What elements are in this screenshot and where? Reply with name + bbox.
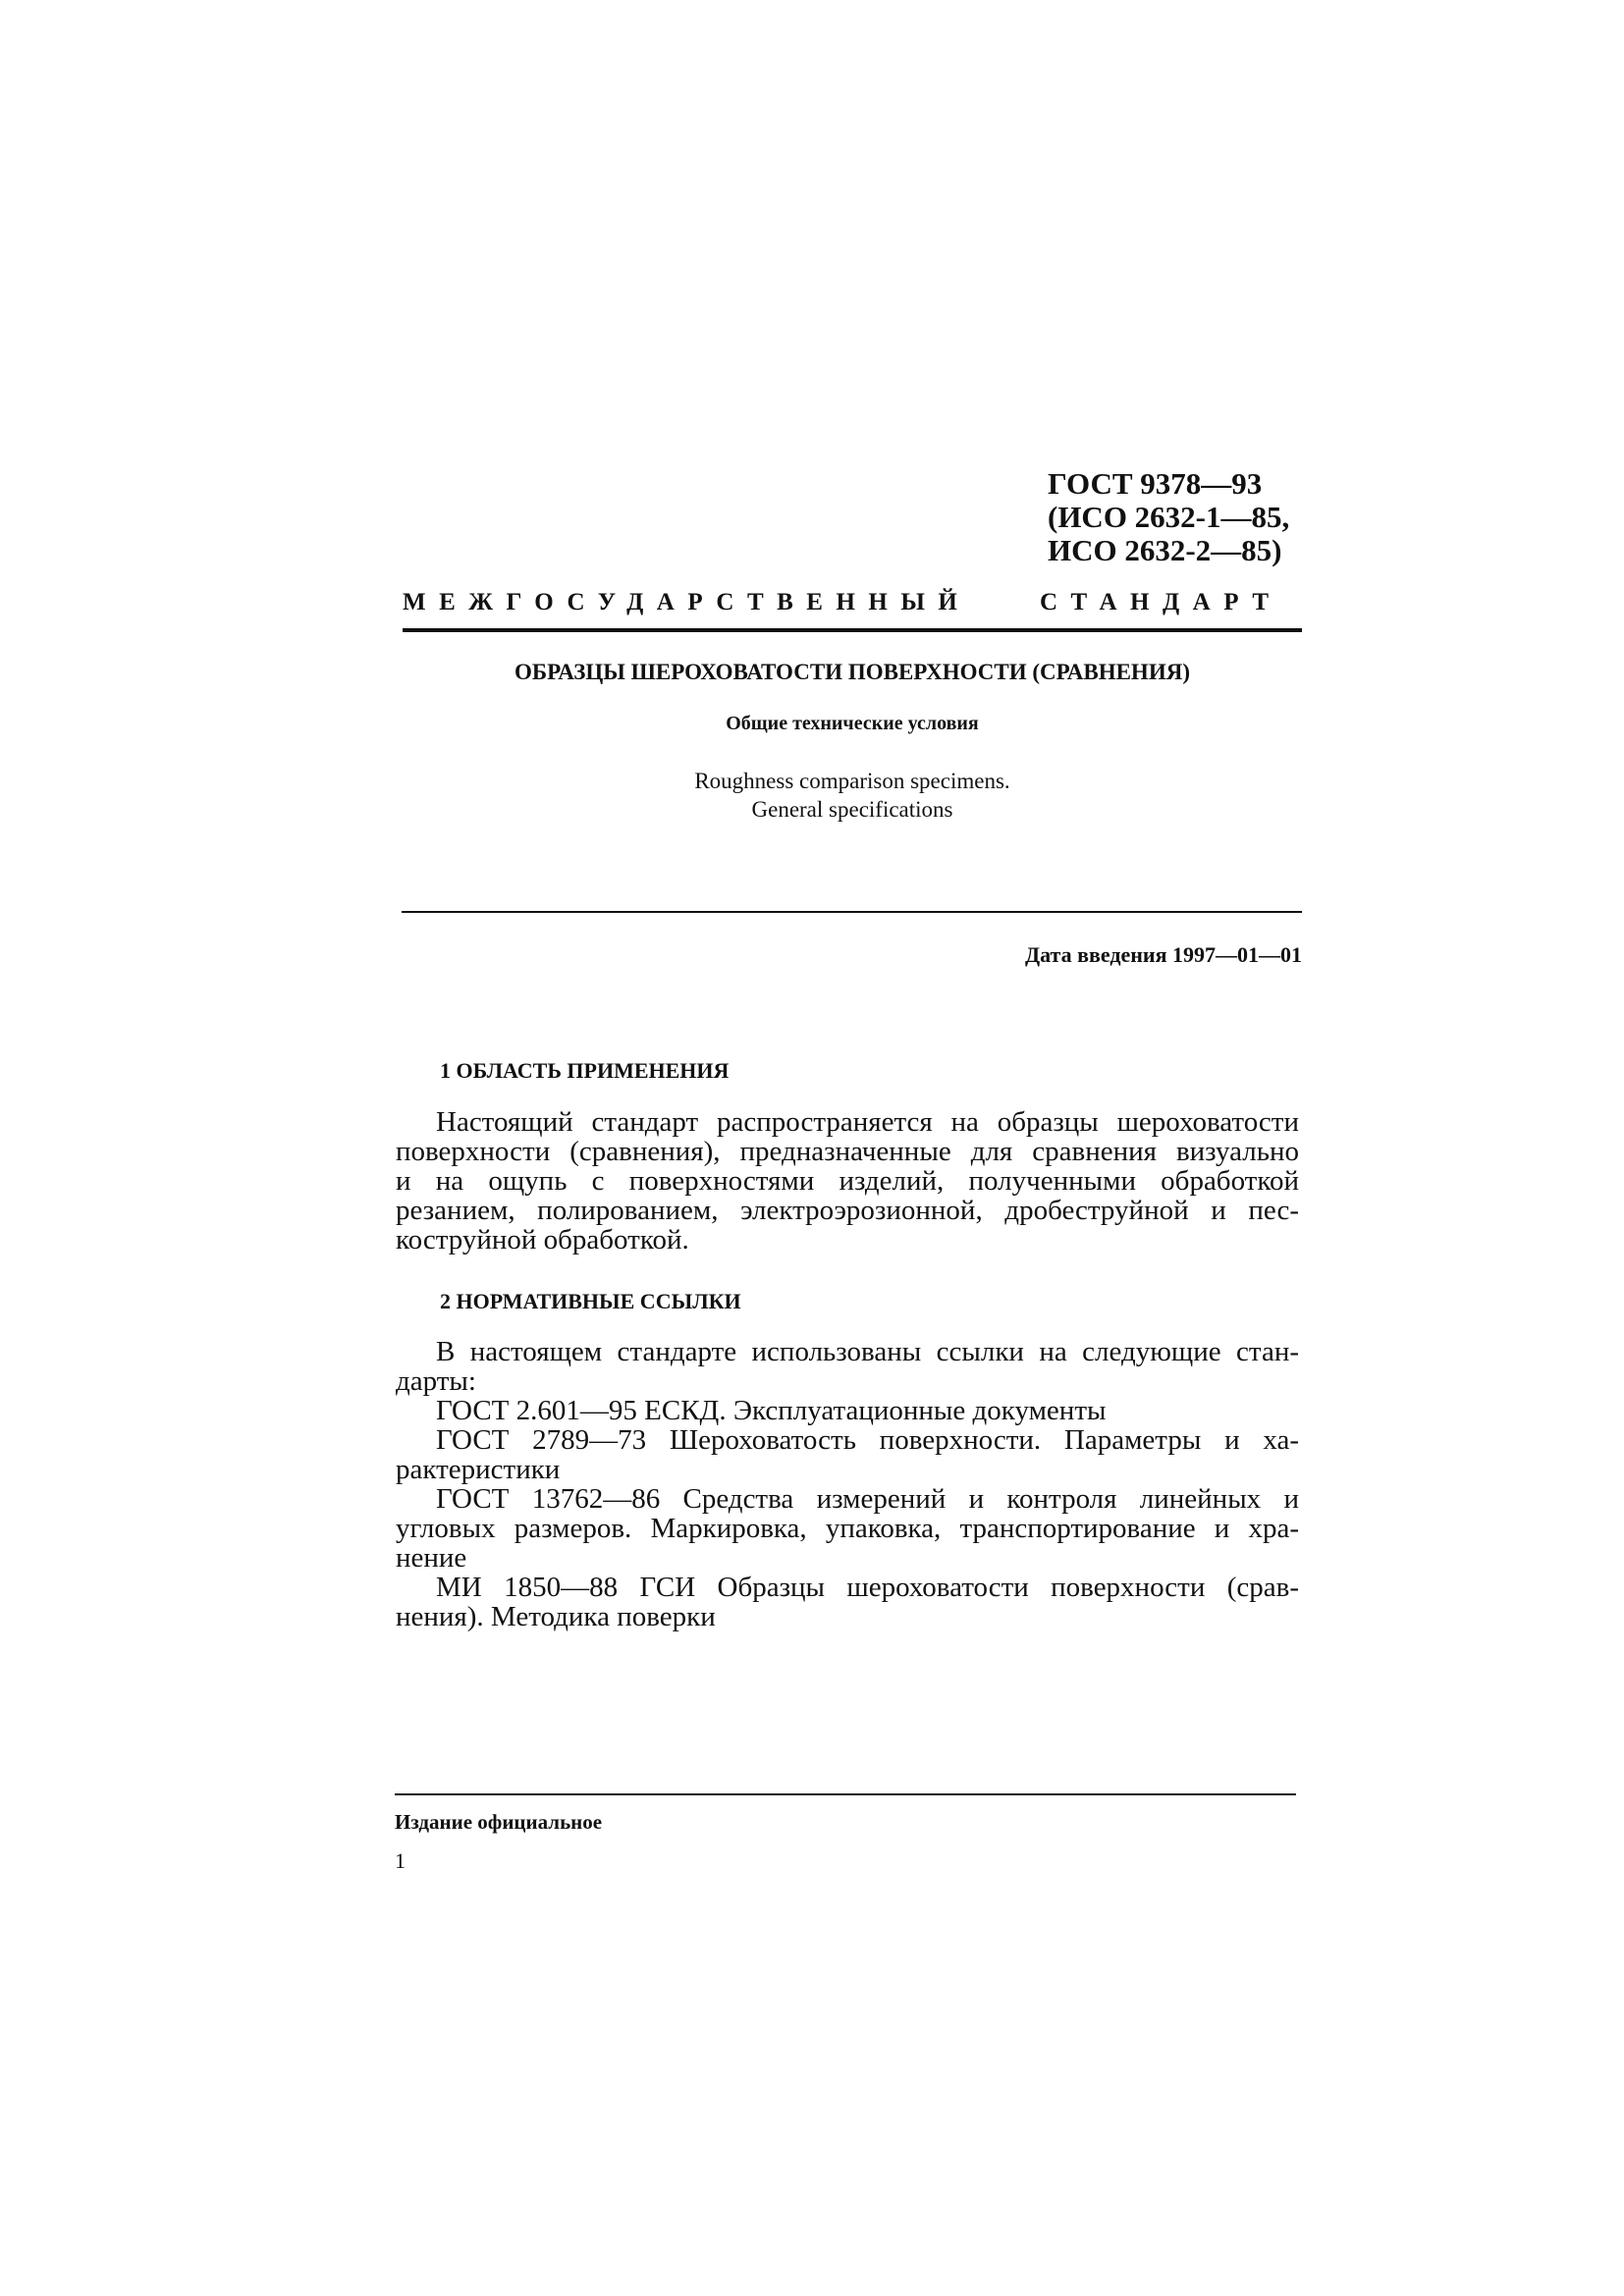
reference-entry: ГОСТ 13762—86 Средства измерений и контроля линейных и (436, 1483, 1299, 1515)
section-1-line: Настоящий стандарт распространяется на образцы шероховатости (436, 1106, 1299, 1138)
section-2-line: В настоящем стандарте использованы ссылки на следующие стан- (436, 1336, 1299, 1367)
header-interstate: МЕЖГОСУДАРСТВЕННЫЙ (403, 589, 971, 615)
designation-line-3: ИСО 2632-2—85) (1048, 533, 1282, 567)
reference-entry: угловых размеров. Маркировка, упаковка, транспортирование и хра- (396, 1513, 1299, 1544)
section-2-heading: 2 НОРМАТИВНЫЕ ССЫЛКИ (440, 1289, 741, 1313)
page-number: 1 (395, 1848, 406, 1873)
title-rule (402, 911, 1302, 913)
reference-entry: ГОСТ 2.601—95 ЕСКД. Эксплуатационные документы (436, 1395, 1107, 1426)
edition-note: Издание официальное (395, 1810, 603, 1834)
header-rule (403, 628, 1302, 632)
reference-entry: нение (396, 1542, 467, 1574)
section-1-heading: 1 ОБЛАСТЬ ПРИМЕНЕНИЯ (440, 1058, 730, 1083)
header-standard: СТАНДАРТ (1040, 589, 1282, 615)
reference-entry: нения). Методика поверки (396, 1601, 716, 1632)
footer-rule (395, 1793, 1296, 1795)
designation-line-1: ГОСТ 9378—93 (1048, 466, 1263, 501)
section-1-line: резанием, полированием, электроэрозионной, дробеструйной и пес- (396, 1195, 1299, 1226)
document-subtitle: Общие технические условия (726, 713, 979, 734)
reference-entry: рактеристики (396, 1454, 561, 1485)
section-1-line: коструйной обработкой. (396, 1224, 689, 1255)
section-1-line: поверхности (сравнения), предназначенные для сравнения визуально (396, 1136, 1299, 1167)
standard-designation (1048, 467, 1289, 567)
document-title: ОБРАЗЦЫ ШЕРОХОВАТОСТИ ПОВЕРХНОСТИ (СРАВНЕНИЯ) (514, 660, 1190, 684)
introduction-date: Дата введения 1997—01—01 (1024, 942, 1302, 967)
english-title-line-2: General specifications (751, 797, 953, 822)
section-2-line: дарты: (396, 1365, 476, 1397)
english-title (403, 767, 1302, 824)
designation-line-2: (ИСО 2632-1—85, (1048, 500, 1290, 534)
english-title-line-1: Roughness comparison specimens. (694, 769, 1010, 793)
section-1-line: и на ощупь с поверхностями изделий, полученными обработкой (396, 1165, 1299, 1197)
reference-entry: ГОСТ 2789—73 Шероховатость поверхности. Параметры и ха- (436, 1424, 1299, 1456)
reference-entry: МИ 1850—88 ГСИ Образцы шероховатости поверхности (срав- (436, 1572, 1299, 1603)
